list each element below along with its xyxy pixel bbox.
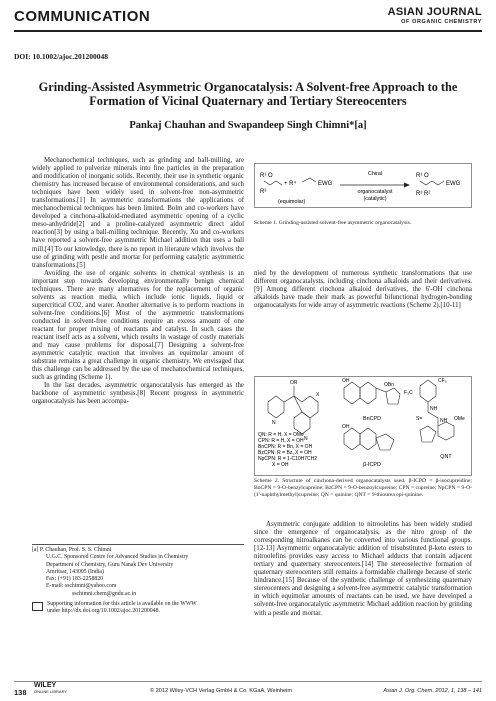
paragraph: nied by the development of numerous synthetic transformations that use different organocatalysts, including cinchona alkaloids and their derivatives.[9] Among different cinchona alkaloid derivatives, the 6'-OH cinchona alkaloids have made their mark as powerful bifunctional hydrogen-bonding organocatalysts for wide array of asymmetric reactions (Scheme 2).[10-11]: [254, 270, 472, 310]
computer-icon: [32, 602, 43, 611]
substituent-label: S=: [416, 416, 423, 422]
beta-icpd-structure: [344, 428, 394, 450]
substituent-label: N: [304, 436, 308, 442]
journal-line-1: ASIAN JOURNAL: [387, 6, 482, 18]
scheme-1-drawing: [254, 163, 472, 217]
arrow-label: (catalytic): [363, 196, 387, 202]
legend-line: BzCPN: R = Bz, X = OH: [258, 450, 312, 456]
plus-sign: + R⁴: [284, 181, 297, 187]
product-label: R³ R²: [416, 191, 431, 197]
footnote-line: Department of Chemistry, Guru Nanak Dev University: [46, 561, 174, 568]
olefin-bond: [302, 178, 316, 182]
product-label: R¹ O: [416, 173, 429, 179]
header-rule: [14, 30, 482, 32]
label-qnt: QNT: [440, 454, 452, 460]
legend-line: CPN: R = H, X = OH: [258, 438, 304, 444]
authors: Pankaj Chauhan and Swapandeep Singh Chimni*[a]: [129, 120, 367, 131]
substituent-label: X: [316, 392, 320, 398]
substituent-label: OMe: [454, 416, 465, 422]
wiley-logo-subtext: ONLINE LIBRARY: [34, 689, 68, 694]
footnote-rule: [32, 544, 244, 545]
arrow-head: [404, 183, 410, 188]
journal-line-2: OF ORGANIC CHEMISTRY: [401, 19, 482, 25]
legend-line: BnCPN: R = Bn, X = OH: [258, 444, 313, 450]
scheme-2-caption: Scheme 2. Structure of cinchona-derived organocatalysts used. β-ICPD = β-isocupreidine; BnCPN = 9-O-benzylcupreine; BzCPN = 9-O-benzoylcupreine; CPN = cupreine; NpCPN = 9-O-(1'-naphthylmethyl)cupreine; QN = quinine; QNT = 9-thiourea epi-quinine.: [254, 478, 472, 498]
paragraph: Avoiding the use of organic solvents in chemical synthesis is an important step towards developing environmentally benign chemical techniques. There are many alternatives for the replacement of organic solvents as reaction media, which include ionic liquids, liquid or supercritical CO2, and water. Another alternative is to perform reactions in solvent-free conditions.[6] Most of the asymmetric transformations conducted in solvent-free conditions require an excess amount of one reactant for proper mixing of reactants and catalyst. In such cases the reactant itself acts as a solvent, which results in wastage of costly materials and may cause problems for disposal.[7] Designing a solvent-free asymmetric catalytic reaction that involves an equimolar amount of substrate remains a great challenge in organic chemistry. We envisaged that this challenge can be addressed by the use of mechanochemical techniques, such as grinding (Scheme 1).: [32, 269, 244, 382]
substituent-label: NH: [430, 406, 438, 412]
product-label: EWG: [446, 181, 461, 187]
footnote-line: [a] P. Chauhan, Prof. S. S. Chimni: [32, 547, 112, 553]
supp-link[interactable]: under http://dx.doi.org/10.1002/ajoc.201200048.: [47, 608, 160, 615]
ewg-label: EWG: [318, 181, 333, 187]
substituent-label: OBn: [384, 382, 395, 388]
section-label: COMMUNICATION: [14, 8, 151, 25]
substituent-label: OH: [342, 424, 350, 430]
equimolar-label: (equimolar): [278, 199, 306, 205]
copyright: © 2012 Wiley-VCH Verlag GmbH & Co. KGaA, Weinheim: [150, 688, 293, 694]
product-bond: [420, 181, 444, 185]
reactant-bond: [264, 181, 282, 185]
arrow-label: organocatalyst: [357, 189, 393, 195]
affiliation-footnote: [32, 547, 244, 598]
journal-citation: Asian J. Org. Chem. 2012, 1, 138 – 141: [383, 688, 482, 694]
page-number: 138: [14, 688, 27, 697]
email-line[interactable]: sschimni.chem@gndu.ac.in: [72, 590, 137, 597]
footnote-line: U.G.C. Sponsored Centre for Advanced Studies in Chemistry: [46, 554, 189, 561]
body-right-column-top: [254, 270, 472, 374]
paragraph: Asymmetric conjugate addition to nitroolefins has been widely studied since the emergence of organocatalysis, as the nitro group of the corresponding nitroalkanes can be converted into various functional groups.[12-13] Asymmetric organocatalytic addition of trisubstituted β-keto esters to nitroolefins provides easy access to Michael adducts that contain adjacent tertiary and quaternary stereocenters.[14] The stereoselective formation of quaternary stereocenters still remains a formidable challenge because of steric hindrance.[15] Because of the synthetic challenge of synthesizing quaternary stereocenters and designing a solvent-free asymmetric catalytic transformation in which equimolar amounts of reactants can be used, we have developed a solvent-free organocatalytic asymmetric Michael addition reaction by grinding with a pestle and mortar.: [254, 521, 472, 617]
scheme-2-figure: [254, 376, 472, 476]
body-left-column: [32, 157, 244, 533]
supporting-info-note: [32, 601, 244, 616]
footnote-line: Amritsar, 143005 (India): [46, 568, 104, 575]
legend-line: X = OH: [272, 462, 289, 468]
body-right-column-bottom: [254, 521, 472, 681]
substituent-label: CF₃: [438, 378, 447, 384]
scheme-1-figure: [254, 163, 472, 217]
cupreine-structure: [268, 386, 318, 434]
substituent-label: OR: [290, 380, 298, 386]
label-bncpd: BnCPD: [363, 416, 381, 422]
doi[interactable]: DOI: 10.1002/ajoc.201200048: [14, 52, 108, 61]
substituent-label: OH: [342, 378, 350, 384]
scheme-1-caption: Scheme 1. Grinding-assisted solvent-free asymmetric organocatalysis.: [254, 220, 412, 226]
footnote-line: Fax: (+91) 183-2258820: [46, 576, 104, 583]
paragraph: In the last decades, asymmetric organocatalysis has emerged as the backbone of asymmetric synthesis.[8] Recent progress in asymmetric organocatalysis has been accompa-: [32, 382, 244, 406]
paragraph: Mechanochemical techniques, such as grinding and ball-milling, are widely applied to pulverize minerals into fine particles in the preparation and modification of inorganic solids. Recently, their use in synthetic organic chemistry has increased because of environmental considerations, and such techniques have been widely used in solvent-free non-asymmetric transformations.[1] In asymmetric transformations the applications of mechanochemical techniques has been limited. Bolm and co-workers have developed a cinchona-alkaloid-mediated asymmetric opening of a cyclic meso-anhydride[2] and a proline-catalyzed asymmetric direct aldol reaction[3] by using a ball-milling technique. Recently, Xu and co-workers have reported a solvent-free asymmetric Michael addition that uses a ball mill.[4] To our knowledge, there is no report in literature which involves the use of grinding with pestle and mortar for performing catalytic asymmetric transformations.[5]: [32, 157, 244, 269]
substituent-label: F₃C: [404, 390, 413, 396]
legend-line: QN: R = H, X = OMe: [258, 432, 304, 438]
substituent-label: NH: [440, 418, 448, 424]
legend-line: NpCPN: R = 1-C10H7CH2: [258, 456, 318, 462]
footer-rule: [14, 681, 482, 682]
reactant-label: R¹ O: [260, 173, 273, 179]
supp-line: Supporting information for this article is available on the WWW: [47, 601, 197, 607]
article-title: Grinding-Assisted Asymmetric Organocatalysis: A Solvent-free Approach to the Formation of Vicinal Quaternary and Tertiary Stereocenters: [38, 80, 458, 108]
journal-name: [388, 6, 482, 25]
label-beta-icpd: β-ICPD: [363, 462, 381, 468]
wiley-logo-text: WILEY: [34, 682, 57, 689]
arrow-label: Chiral: [367, 171, 383, 177]
reactant-label: R³: [260, 189, 267, 195]
scheme-2-drawing: [254, 376, 472, 476]
wiley-logo: [34, 683, 67, 695]
substituent-label: N: [272, 420, 276, 426]
email-line[interactable]: E-mail: sschimni@yahoo.com: [46, 583, 117, 590]
